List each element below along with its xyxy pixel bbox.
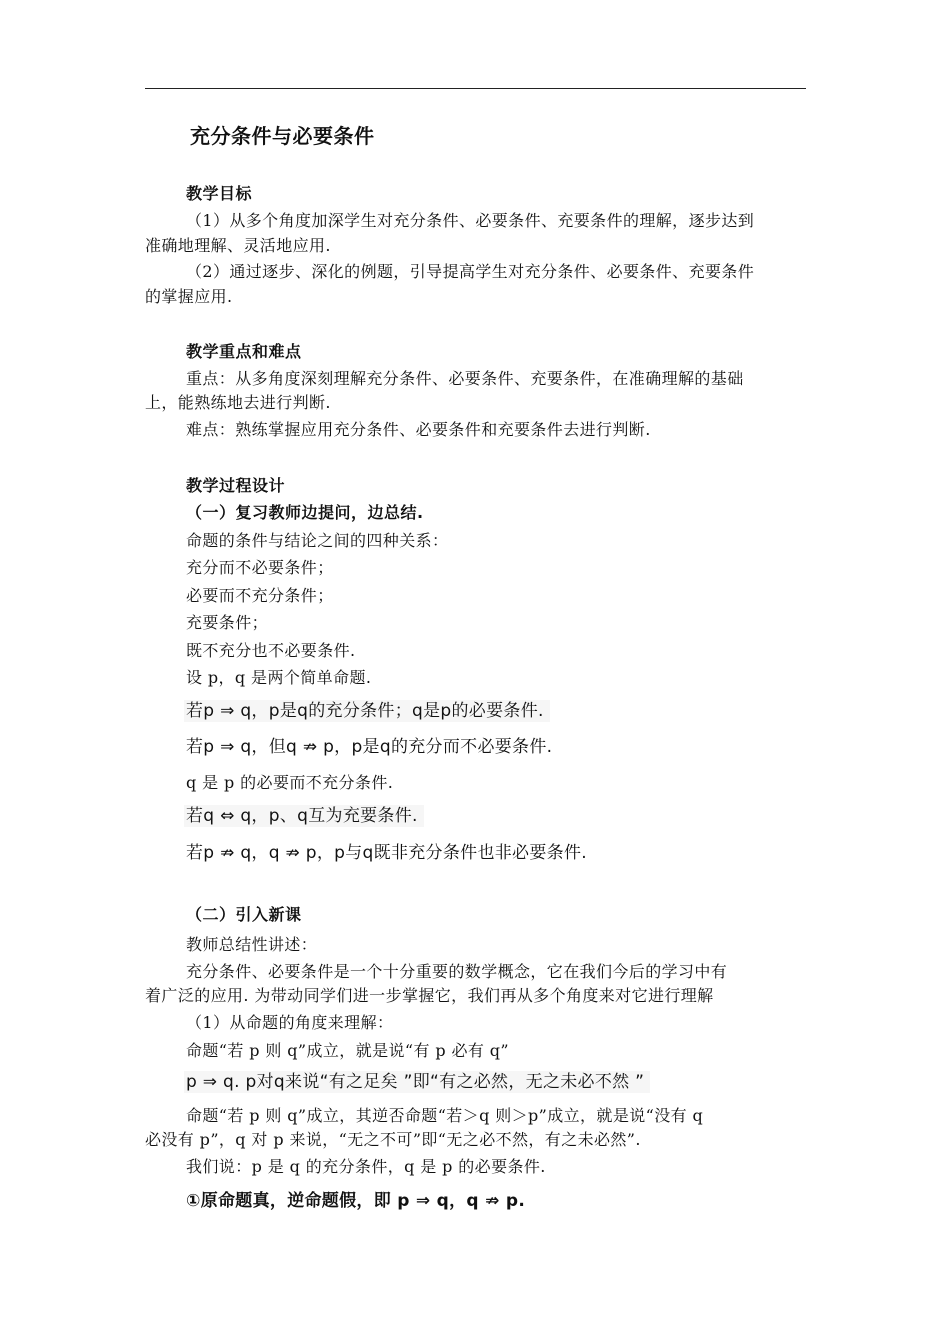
formula-implication: p ⇒ q. p对q来说“有之足矣 ”即“有之必然，无之未必不然 ” [184,1071,650,1093]
section-heading-key-points: 教学重点和难点 [186,342,302,361]
text-line: 充要条件； [186,613,269,632]
paragraph-line-2: 着广泛的应用. 为带动同学们进一步掌握它，我们再从多个角度来对它进行理解 [145,986,714,1005]
formula-iff: 若q ⇔ q，p、q互为充要条件. [184,805,424,827]
subsection-review: （一）复习教师边提问，边总结. [186,503,424,522]
goal-2-line-1: （2）通过逐步、深化的例题，引导提高学生对充分条件、必要条件、充要条件 [186,262,755,281]
section-heading-goals: 教学目标 [186,184,253,203]
text-line: q 是 p 的必要而不充分条件. [186,773,394,792]
key-point-line-2: 上，能熟练地去进行判断. [145,393,331,412]
text-line: 我们说：p 是 q 的充分条件，q 是 p 的必要条件. [186,1157,546,1176]
text-line: 设 p，q 是两个简单命题. [186,668,372,687]
text-line: 命题“若 p 则 q”成立，就是说“有 p 必有 q” [186,1041,510,1060]
formula-sufficient-necessary: 若p ⇒ q，p是q的充分条件；q是p的必要条件. [184,700,550,722]
goal-1-line-1: （1）从多个角度加深学生对充分条件、必要条件、充要条件的理解，逐步达到 [186,211,755,230]
text-line: 命题的条件与结论之间的四种关系： [186,531,449,550]
key-point-line-1: 重点：从多角度深刻理解充分条件、必要条件、充要条件，在准确理解的基础 [186,369,744,388]
header-rule [145,88,806,89]
page-title: 充分条件与必要条件 [190,124,375,148]
contrapositive-line-1: 命题“若 p 则 q”成立，其逆否命题“若＞q 则＞p”成立，就是说“没有 q [186,1106,704,1125]
paragraph-line-1: 充分条件、必要条件是一个十分重要的数学概念，它在我们今后的学习中有 [186,962,728,981]
difficult-point: 难点：熟练掌握应用充分条件、必要条件和充要条件去进行判断. [186,420,651,439]
contrapositive-line-2: 必没有 p”，q 对 p 来说，“无之不可”即“无之必不然，有之未必然”. [145,1130,641,1149]
goal-1-line-2: 准确地理解、灵活地应用. [145,236,331,255]
goal-2-line-2: 的掌握应用. [145,287,233,306]
text-line: 必要而不充分条件； [186,586,334,605]
formula-neither: 若p ⇏ q，q ⇏ p，p与q既非充分条件也非必要条件. [186,843,587,863]
formula-sufficient-not-necessary: 若p ⇒ q，但q ⇏ p，p是q的充分而不必要条件. [186,737,553,757]
section-heading-process: 教学过程设计 [186,476,286,495]
angle-heading: （1）从命题的角度来理解： [186,1013,394,1032]
text-line: 既不充分也不必要条件. [186,641,356,660]
subsection-new-lesson: （二）引入新课 [186,905,302,924]
text-line: 教师总结性讲述： [186,935,318,954]
formula-original-true: ①原命题真，逆命题假，即 p ⇒ q，q ⇏ p. [186,1191,526,1211]
text-line: 充分而不必要条件； [186,558,334,577]
